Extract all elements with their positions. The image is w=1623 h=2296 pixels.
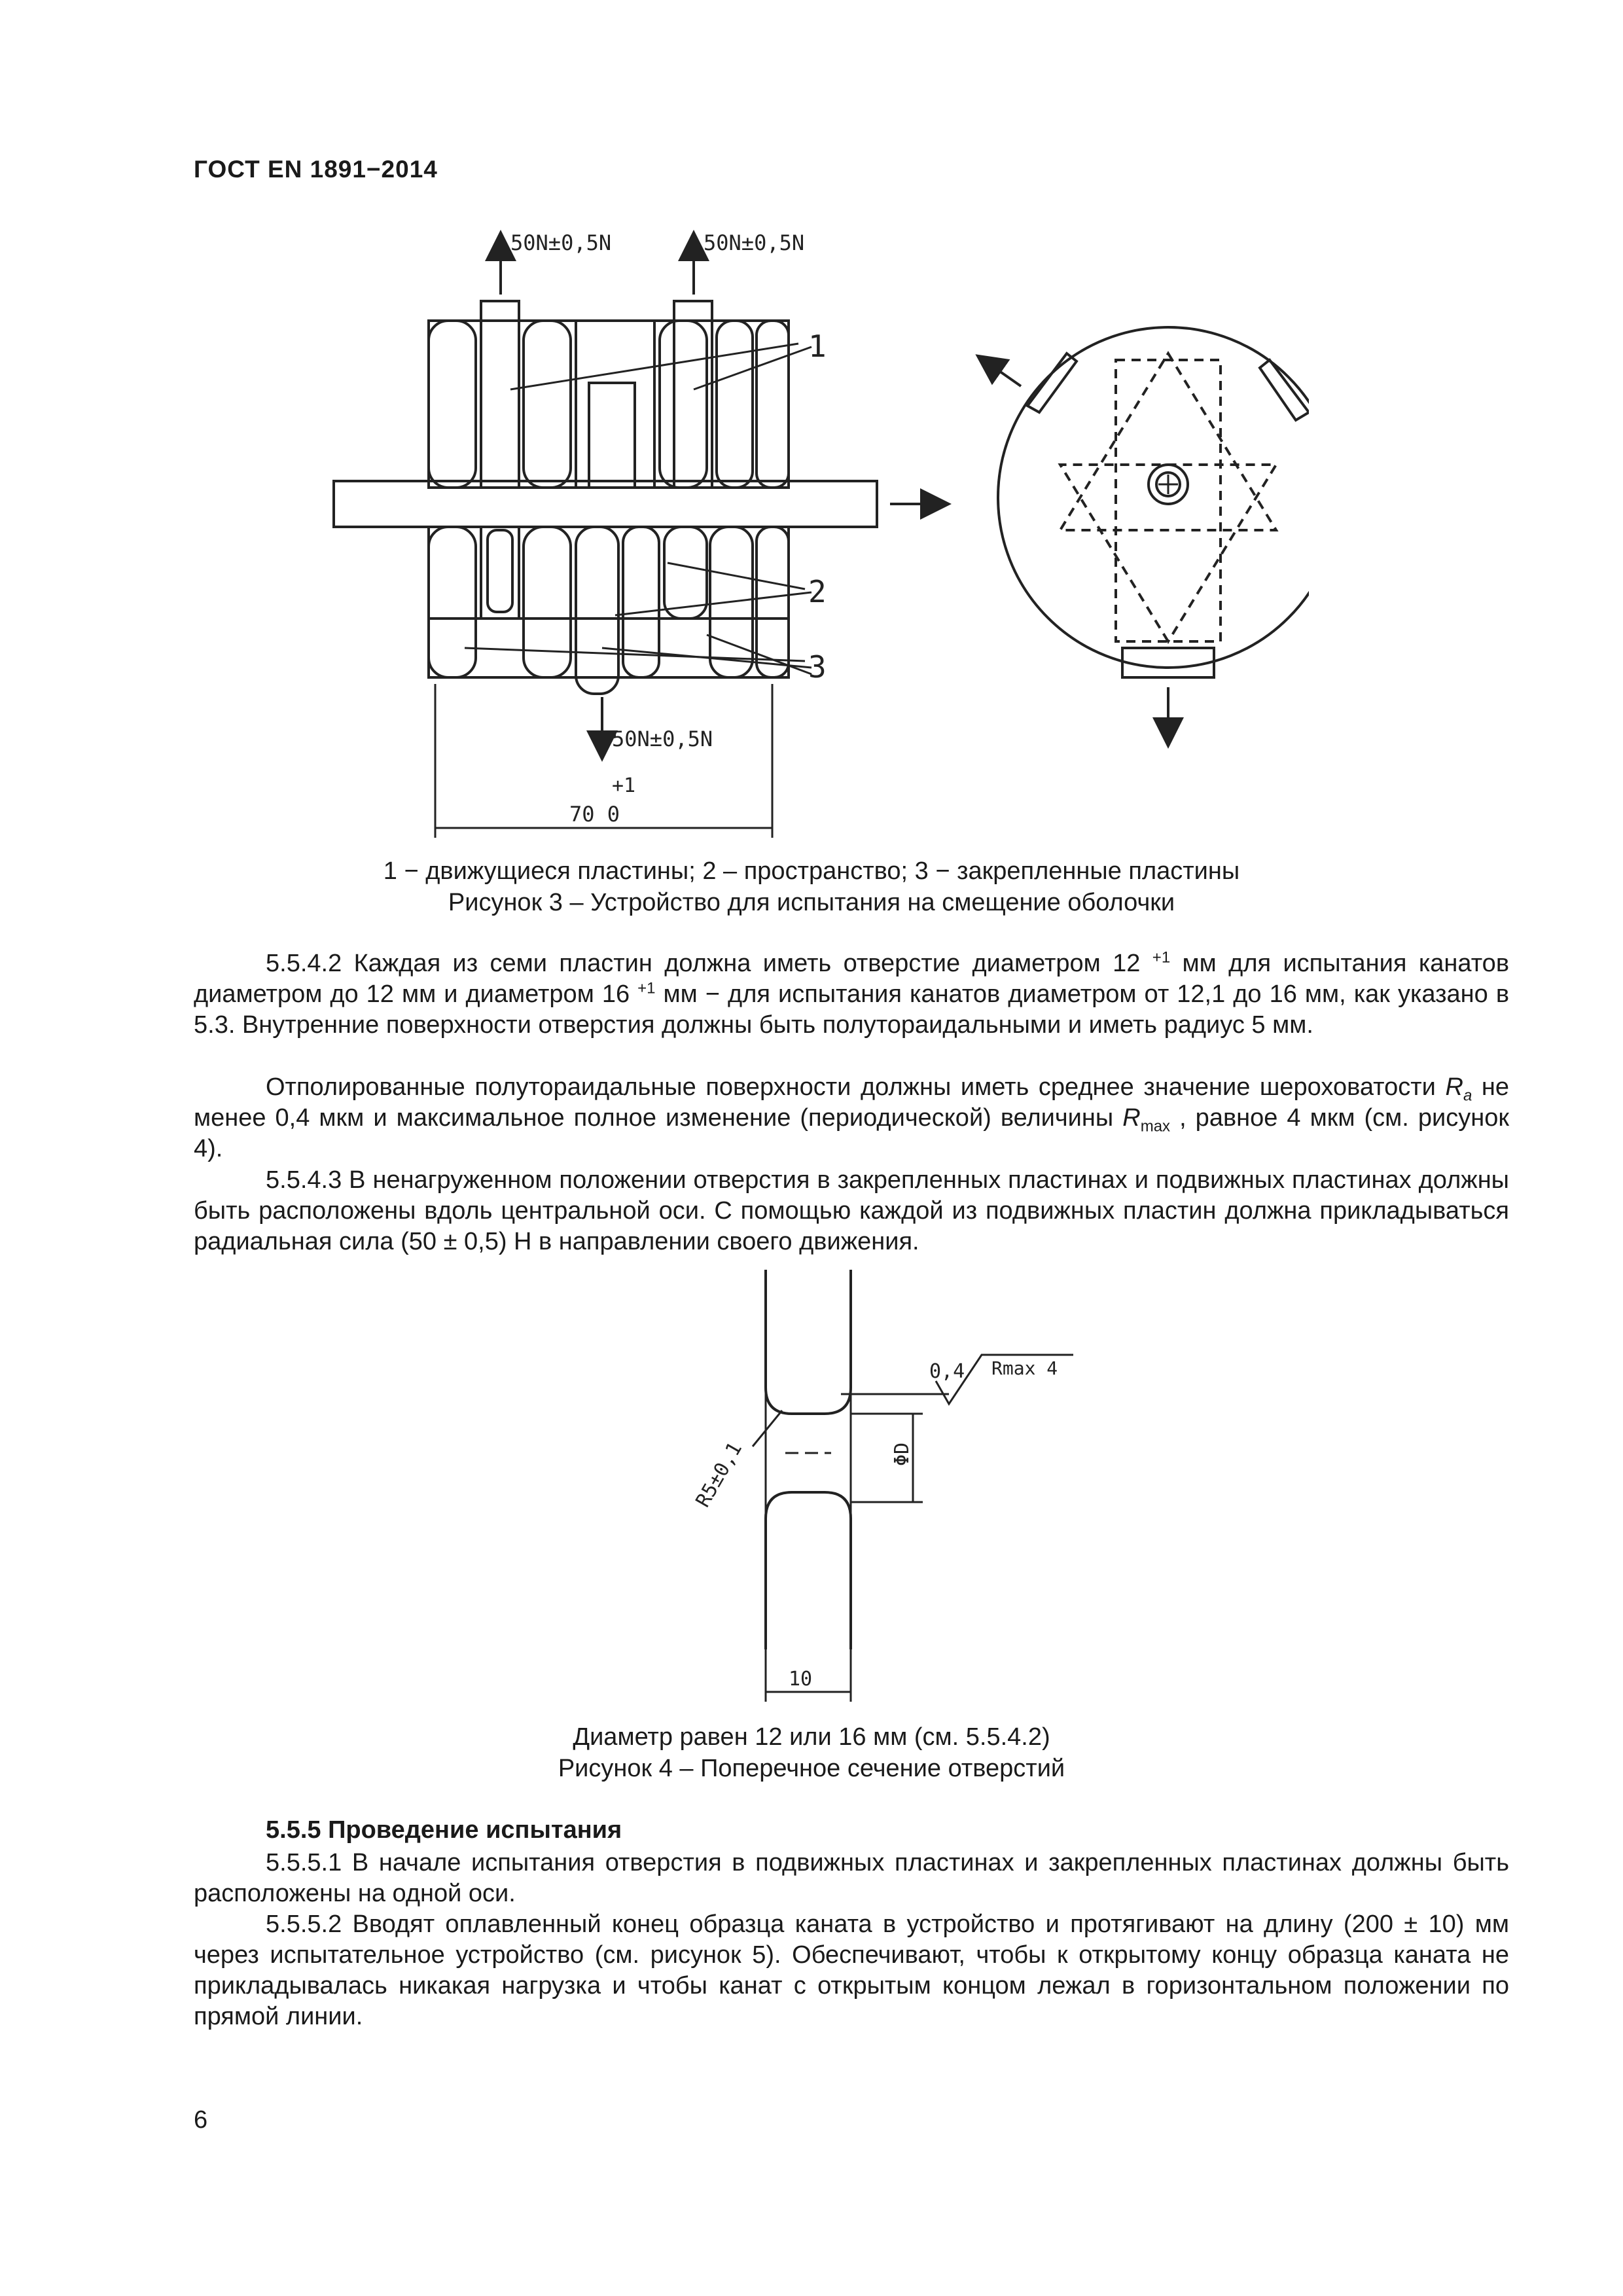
plate-front-view [998,327,1309,677]
paragraph-5-5-4-3 [194,1165,1509,1257]
rmax-symbol: R [1122,1104,1141,1132]
diameter-label: ΦD [891,1442,914,1466]
label-2: 2 [808,574,827,609]
ra-subscript: a [1463,1086,1472,1105]
paragraph-5-5-4-2 [194,948,1509,1041]
para-polish-part-c: , равное 4 мкм (см. рисунок 4). [194,1104,1509,1162]
ra-symbol: R [1445,1073,1463,1101]
upper-plates [429,301,789,488]
para-5551-text: 5.5.5.1 В начале испытания отверстия в подвижных пластинах и закрепленных пластинах должны быть расположены на одной оси. [194,1849,1509,1907]
rmax-subscript: max [1140,1117,1171,1136]
force-label-top-right: 50N±0,5N [704,230,805,255]
radius-label: R5±0,1 [691,1438,747,1511]
section-5-5-5-heading: 5.5.5 Проведение испытания [266,1816,622,1844]
dimension-value: 70 0 [569,802,620,827]
paragraph-polish [194,1072,1509,1164]
dimension-tolerance: +1 [612,774,636,797]
para-5552-text: 5.5.5.2 Вводят оплавленный конец образца каната в устройство и протягивают на длину (200 ± 10) мм через испытательное устройство (см. рисунок 5). Обеспечивают, чтобы к открытому концу образца каната не прикладывалась никакая нагрузка и чтобы канат с открытым концом лежал в горизонтальном положении по прямой линии. [194,1910,1509,2030]
force-label-bottom: 50N±0,5N [612,726,713,751]
paragraph-5-5-5-1 [194,1848,1509,1909]
rmax-label: Rmax 4 [991,1357,1058,1379]
figure-4-caption: Рисунок 4 – Поперечное сечение отверстий [558,1755,1065,1782]
sup-tolerance-a: +1 [1152,948,1171,967]
width-label: 10 [789,1668,813,1691]
lower-plates [429,527,789,694]
para-5542-part-a: 5.5.4.2 Каждая из семи пластин должна иметь отверстие диаметром 12 [266,950,1141,977]
para-polish-part-a: Отполированные полутораидальные поверхности должны иметь среднее значение шероховатости [266,1073,1446,1101]
page-number: 6 [194,2106,208,2134]
para-5542-part-b: мм для испытания канатов диаметром до 12 мм и диаметром 16 [194,950,1510,1008]
figure-4-drawing [668,1257,1139,1715]
paragraph-5-5-5-2 [194,1909,1509,2032]
label-1: 1 [808,329,827,364]
roughness-value: 0,4 [929,1360,965,1383]
label-3: 3 [808,649,827,685]
sup-tolerance-b: +1 [637,979,656,997]
figure-4-note: Диаметр равен 12 или 16 мм (см. 5.5.4.2) [573,1723,1050,1751]
figure-3-drawing [314,216,1309,857]
figure-3-legend: 1 − движущиеся пластины; 2 – пространство; 3 − закрепленные пластины [383,857,1240,885]
para-5542-part-c: мм − для испытания канатов диаметром от 12,1 до 16 мм, как указано в 5.3. Внутренние поверхности отверстия должны быть полутораидальными и иметь радиус 5 мм. [194,980,1509,1039]
document-header: ГОСТ EN 1891−2014 [194,156,438,183]
para-5543-text: 5.5.4.3 В ненагруженном положении отверстия в закрепленных пластинах и подвижных пластинах должны быть расположены вдоль центральной оси. С помощью каждой из подвижных пластин должна прикладываться радиальная сила (50 ± 0,5) Н в направлении своего движения. [194,1166,1509,1255]
para-polish-part-b: не менее 0,4 мкм и максимальное полное изменение (периодической) величины [194,1073,1509,1132]
force-label-top-left: 50N±0,5N [510,230,612,255]
figure-3-caption: Рисунок 3 – Устройство для испытания на смещение оболочки [448,889,1175,916]
